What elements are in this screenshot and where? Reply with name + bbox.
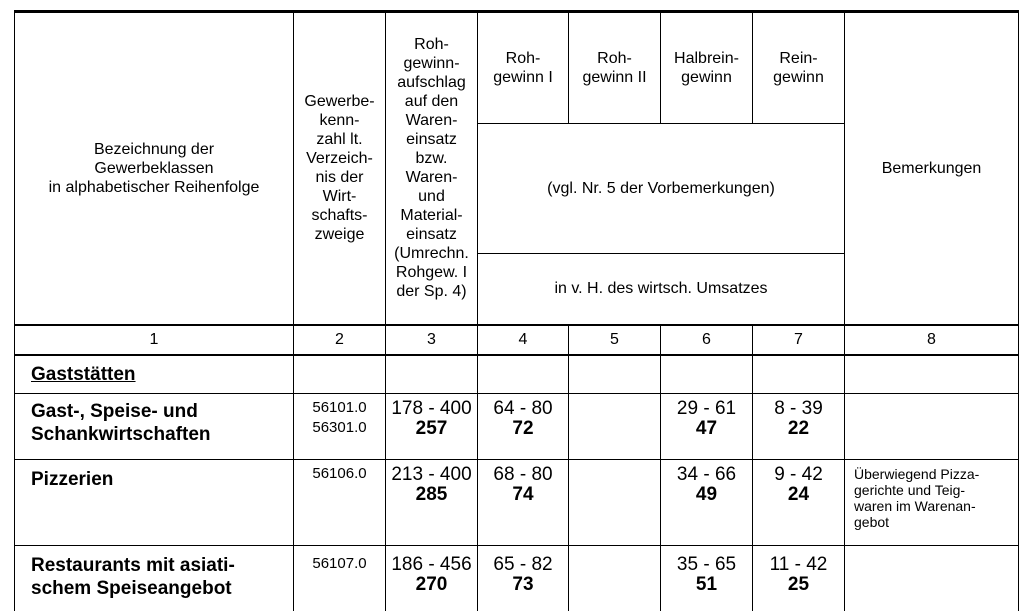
header-halbreingewinn: Halbrein- gewinn — [661, 12, 753, 124]
rohgewinn2-range — [569, 394, 660, 398]
halbrein-range: 29 - 61 — [676, 397, 737, 419]
richtsatz-table — [14, 10, 1019, 611]
halbrein-range: 34 - 66 — [676, 463, 737, 485]
gewerbeklasse-name: Pizzerien — [15, 459, 294, 545]
column-number: 8 — [845, 325, 1019, 355]
aufschlag-mittelwert: 257 — [415, 417, 448, 439]
rein-mittelwert: 22 — [787, 417, 810, 439]
halbrein-cell — [661, 393, 753, 459]
header-bemerkungen: Bemerkungen — [845, 12, 1019, 325]
table-row — [15, 459, 1019, 545]
rohgewinn2-range — [569, 460, 660, 464]
header-rohgewinn-1: Roh- gewinn I — [478, 12, 569, 124]
rohgewinn2-range — [569, 550, 660, 554]
rein-range: 9 - 42 — [774, 463, 823, 485]
gewerbekennzahl: 56101.0 56301.0 — [294, 393, 386, 459]
category-heading: Gaststätten — [15, 355, 294, 394]
header-unit-note: in v. H. des wirtsch. Umsatzes — [478, 254, 845, 325]
rohgewinn2-cell — [569, 545, 661, 611]
rohgewinn2-cell — [569, 393, 661, 459]
rein-cell — [753, 393, 845, 459]
column-number: 6 — [661, 325, 753, 355]
aufschlag-cell — [386, 393, 478, 459]
aufschlag-range: 213 - 400 — [391, 463, 472, 485]
rein-mittelwert: 25 — [787, 573, 810, 595]
halbrein-cell — [661, 459, 753, 545]
column-number: 1 — [15, 325, 294, 355]
aufschlag-cell — [386, 545, 478, 611]
rohgewinn1-mittelwert: 74 — [512, 483, 534, 505]
rohgewinn2-cell — [569, 459, 661, 545]
rein-mittelwert: 24 — [787, 483, 810, 505]
column-number: 2 — [294, 325, 386, 355]
header-gewerbekennzahl: Gewerbe- kenn- zahl lt. Verzeich- nis der Wirt- schafts- zweige — [294, 12, 386, 325]
gewerbeklasse-name: Gast-, Speise- und Schankwirtschaften — [15, 393, 294, 459]
table-row — [15, 545, 1019, 611]
header-vgl-note: (vgl. Nr. 5 der Vorbemerkungen) — [478, 124, 845, 254]
column-number: 5 — [569, 325, 661, 355]
column-number: 7 — [753, 325, 845, 355]
aufschlag-cell — [386, 459, 478, 545]
rein-cell — [753, 459, 845, 545]
rohgewinn1-range: 65 - 82 — [493, 553, 553, 575]
rohgewinn1-cell — [478, 393, 569, 459]
bemerkung — [845, 393, 1019, 459]
aufschlag-mittelwert: 270 — [415, 573, 448, 595]
header-rohgewinnaufschlag: Roh- gewinn- aufschlag auf den Waren- einsatz bzw. Waren- und Material- einsatz (Umrechn. Rohgew. I der Sp. 4) — [386, 12, 478, 325]
bemerkung: Überwiegend Pizza- gerichte und Teig- waren im Warenan- gebot — [845, 459, 1019, 545]
rohgewinn1-range: 68 - 80 — [493, 463, 553, 485]
rein-cell — [753, 545, 845, 611]
halbrein-mittelwert: 51 — [695, 573, 718, 595]
gewerbekennzahl: 56107.0 — [294, 545, 386, 611]
header-reingewinn: Rein- gewinn — [753, 12, 845, 124]
header-bezeichnung: Bezeichnung der Gewerbeklassen in alphabetischer Reihenfolge — [15, 12, 294, 325]
halbrein-mittelwert: 49 — [695, 483, 718, 505]
rein-range: 8 - 39 — [774, 397, 823, 419]
halbrein-range: 35 - 65 — [676, 553, 737, 575]
aufschlag-range: 186 - 456 — [391, 553, 472, 575]
bemerkung — [845, 545, 1019, 611]
halbrein-mittelwert: 47 — [695, 417, 718, 439]
rohgewinn1-cell — [478, 459, 569, 545]
rohgewinn1-cell — [478, 545, 569, 611]
column-number: 3 — [386, 325, 478, 355]
rohgewinn1-mittelwert: 73 — [512, 573, 534, 595]
gewerbekennzahl: 56106.0 — [294, 459, 386, 545]
rohgewinn1-range: 64 - 80 — [493, 397, 553, 419]
column-number: 4 — [478, 325, 569, 355]
gewerbeklasse-name: Restaurants mit asiati- schem Speiseangebot — [15, 545, 294, 611]
header-rohgewinn-2: Roh- gewinn II — [569, 12, 661, 124]
richtsatz-table-container — [14, 10, 1018, 611]
table-row — [15, 393, 1019, 459]
rohgewinn1-mittelwert: 72 — [512, 417, 534, 439]
rein-range: 11 - 42 — [769, 553, 828, 575]
halbrein-cell — [661, 545, 753, 611]
aufschlag-mittelwert: 285 — [415, 483, 448, 505]
aufschlag-range: 178 - 400 — [391, 397, 472, 419]
